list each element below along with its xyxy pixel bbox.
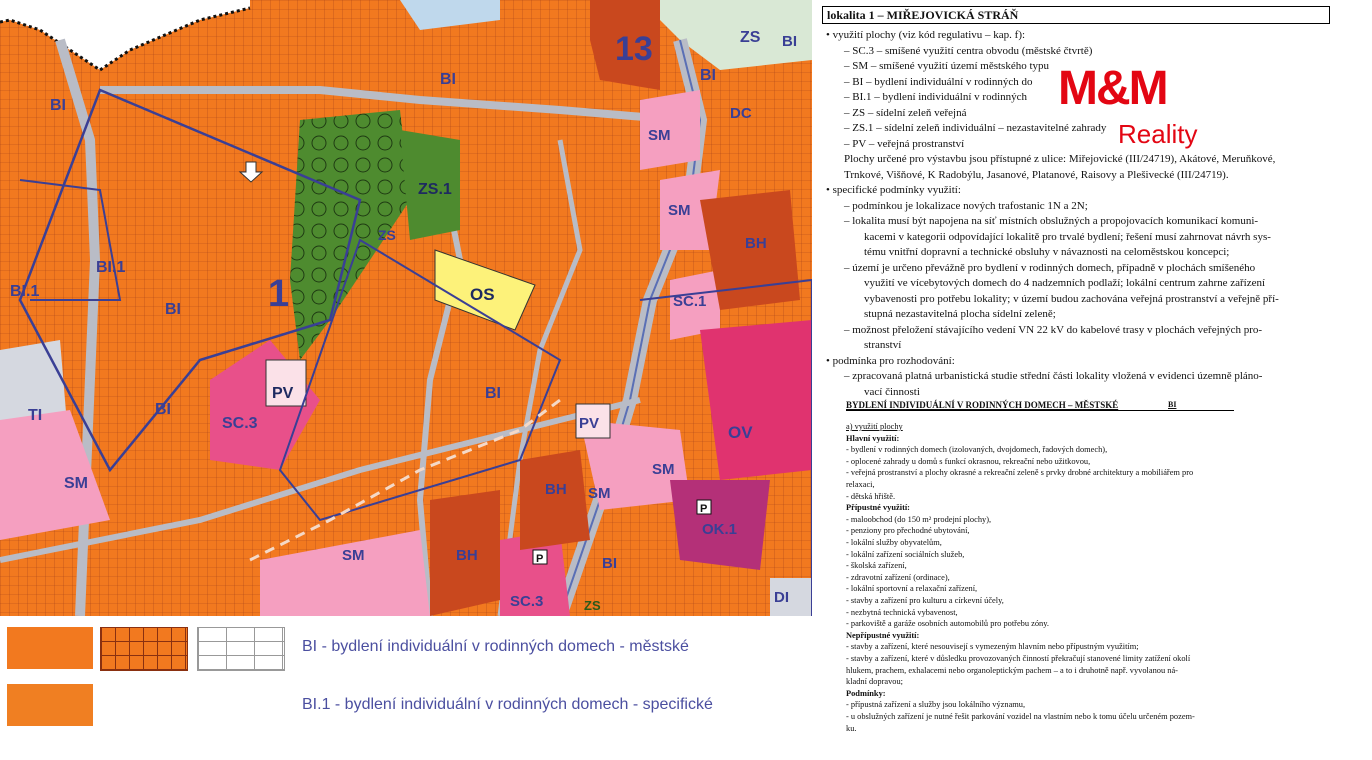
label-zs-tr: ZS — [740, 29, 761, 46]
section-rule — [846, 410, 1234, 411]
label-ti: TI — [28, 407, 43, 424]
doc-line: vací činnosti — [864, 385, 920, 398]
section-line: Hlavní využití: — [846, 433, 900, 443]
label-locality: 1 — [268, 273, 290, 315]
section-line: - zdravotní zařízení (ordinace), — [846, 572, 950, 582]
label-os: OS — [470, 285, 495, 304]
label-zs1: ZS.1 — [418, 181, 452, 198]
brand-reality: Reality — [1118, 119, 1198, 149]
section-line: - školská zařízení, — [846, 561, 907, 571]
label-sm-r1: SM — [668, 202, 691, 219]
section-line: - u obslužných zařízení je nutné řešit parkování vozidel na vlastním nebo k tomu účelu určeném pozem- — [846, 712, 1195, 721]
doc-line: Plochy určené pro výstavbu jsou přístupné z ulice: Miřejovické (III/24719), Akátové, Meruňkové, — [844, 153, 1276, 165]
doc-line: – podmínkou je lokalizace nových trafostanic 1N a 2N; — [844, 199, 1088, 212]
doc-line: • specifické podmínky využití: — [826, 184, 961, 196]
zoning-map — [0, 0, 812, 616]
section-line: relaxaci, — [846, 480, 875, 489]
section-line: - veřejná prostranství a plochy okrasné a rekreační zeleně s prvky drobné architektury a mobiliářem pro — [846, 468, 1194, 478]
doc-line: – zpracovaná platná urbanistická studie střední části lokality vložená v evidenci územně pláno- — [844, 370, 1263, 382]
doc-line: kacemi v kategorii odpovídající lokalitě pro trvalé bydlení; řešení musí zahrnovat návrh sys- — [864, 230, 1271, 243]
label-ov: OV — [728, 423, 753, 442]
zone-bh-b — [520, 450, 590, 550]
label-bi-tr: BI — [782, 33, 797, 50]
label-13: 13 — [615, 30, 653, 68]
brand-mm: M&M — [1058, 62, 1167, 115]
label-sm-a: SM — [64, 475, 88, 492]
label-bi-left: BI — [50, 97, 66, 114]
label-sm-top: SM — [648, 127, 671, 144]
doc-line: • využití plochy (viz kód regulativu – kap. f): — [826, 29, 1026, 41]
label-ok1: OK.1 — [702, 521, 738, 538]
label-bi1-a: BI.1 — [96, 259, 126, 276]
label-sc3-b: SC.3 — [510, 593, 544, 610]
section-code: BI — [1168, 400, 1177, 409]
doc-line: – BI.1 – bydlení individuální v rodinných — [844, 91, 1028, 103]
label-sm-d: SM — [342, 547, 365, 564]
label-p-a: P — [700, 503, 708, 515]
section-line: - stavby a zařízení pro kulturu a církevní účely, — [846, 596, 1004, 605]
section-line: Nepřípustné využití: — [846, 630, 920, 640]
label-bi-top: BI — [440, 71, 456, 88]
label-bh-c: BH — [456, 547, 478, 564]
label-zs-b: ZS — [584, 598, 601, 613]
section-line: Podmínky: — [846, 688, 886, 698]
section-line: - stavby a zařízení, které nesouvisejí s vymezeným hlavním nebo přípustným využitím; — [846, 642, 1139, 652]
doc-line: – BI – bydlení individuální v rodinných do — [844, 75, 1033, 88]
doc-line: – možnost přeložení stávajícího vedení VN 22 kV do kabelové trasy v plochách veřejných pro- — [844, 323, 1263, 336]
section-line: - parkoviště a garáže osobních automobilů pro potřebu zóny. — [846, 619, 1049, 629]
section-title: BYDLENÍ INDIVIDUÁLNÍ V RODINNÝCH DOMECH – MĚSTSKÉ — [846, 400, 1119, 410]
section-line: - oplocené zahrady u domů s funkcí okrasnou, rekreační nebo užitkovou, — [846, 456, 1091, 466]
section-line: kladní dopravou; — [846, 677, 903, 687]
label-bi-e: BI — [485, 385, 501, 402]
legend-swatch-bi-empty — [197, 627, 285, 671]
label-bi-f: BI — [602, 555, 617, 572]
section-line: ku. — [846, 723, 857, 733]
doc-line: – SM – smíšené využití území městského typu — [844, 60, 1050, 72]
section-line: Přípustné využití: — [846, 503, 910, 513]
section-line: hlukem, prachem, exhalacemi nebo organoleptickým pachem – a to i druhotně např. vyvolanou ná- — [846, 665, 1178, 675]
doc-line: • podmínka pro rozhodování: — [826, 354, 955, 367]
label-bi-upper: BI — [700, 67, 716, 84]
doc-line: stranství — [864, 339, 902, 351]
legend-swatch-bi-grid — [100, 627, 188, 671]
label-bi-c: BI — [165, 301, 181, 318]
section-line: - penziony pro přechodné ubytování, — [846, 526, 970, 536]
label-p-b: P — [536, 553, 544, 565]
label-sm-c: SM — [588, 485, 611, 502]
label-di: DI — [774, 589, 789, 606]
label-bh-b: BH — [545, 481, 567, 498]
label-dc: DC — [730, 105, 752, 122]
section-line: a) využití plochy — [846, 422, 903, 431]
section-line: - lokální zařízení sociálních služeb, — [846, 549, 965, 559]
doc-line: stupná nezastavitelná plocha sídelní zeleně; — [864, 308, 1056, 320]
legend-bi1-text: BI.1 - bydlení individuální v rodinných domech - specifické — [302, 696, 713, 713]
label-pv-b: PV — [579, 415, 600, 432]
doc-line: – SC.3 – smíšené využití centra obvodu (městské čtvrtě) — [844, 44, 1093, 57]
section-line: - lokální sportovní a relaxační zařízení, — [846, 584, 978, 594]
doc-line: – ZS.1 – sídelní zeleň individuální – nezastavitelné zahrady — [844, 122, 1107, 134]
label-bi-d: BI — [155, 401, 171, 418]
label-bi1-b: BI.1 — [10, 283, 40, 300]
section-line: - bydlení v rodinných domech (izolovaných, dvojdomech, řadových domech), — [846, 445, 1108, 455]
doc-line: – PV – veřejná prostranství — [844, 137, 965, 150]
label-sc1: SC.1 — [673, 293, 707, 310]
section-line: - stavby a zařízení, které v důsledku provozovaných činností překračují stanovené limity zatížení okolí — [846, 654, 1191, 663]
section-line: - přípustná zařízení a služby jsou lokálního významu, — [846, 700, 1026, 710]
label-sm-b: SM — [652, 461, 675, 478]
section-line: - lokální služby obyvatelům, — [846, 538, 942, 547]
brand-logo — [1058, 64, 1218, 154]
doc-line: tému vnitřní dopravní a technické obsluhy v návaznosti na celoměstskou koncepci; — [864, 246, 1230, 258]
doc-line: – území je určeno převážně pro bydlení v rodinných domech, případně v plochách smíšeného — [844, 261, 1256, 274]
doc-line: Trnkové, Višňové, K Radobýlu, Jasanové, Platanové, Raisovy a Plešivecké (III/24719). — [844, 168, 1229, 181]
section-line: - maloobchod (do 150 m² prodejní plochy), — [846, 514, 992, 524]
label-bh-r: BH — [745, 235, 767, 252]
doc-line: vybavenosti pro potřebu lokality; v území budou zachována veřejná prostranství a veřejně pří- — [864, 292, 1279, 305]
section-line: - nezbytná technická vybavenost, — [846, 607, 958, 617]
doc-line: – lokalita musí být napojena na síť místních obslužných a propojovacích komunikací komuni- — [844, 215, 1259, 227]
label-zs-mid: ZS — [378, 227, 396, 243]
label-pv-a: PV — [272, 385, 294, 402]
legend-swatch-bi-solid — [7, 627, 93, 669]
label-sc3-a: SC.3 — [222, 415, 258, 432]
locality-title: lokalita 1 – MIŘEJOVICKÁ STRÁŇ — [822, 6, 1330, 24]
doc-line: využití ve vícebytových domech do 4 nadzemních podlaží; lokální centrum zahrne zařízení — [864, 277, 1266, 289]
doc-line: – ZS – sídelní zeleň veřejná — [844, 106, 967, 119]
legend-bi-text: BI - bydlení individuální v rodinných domech - městské — [302, 638, 689, 655]
legend-swatch-bi1 — [7, 684, 93, 726]
section-line: - dětská hřiště. — [846, 491, 896, 501]
